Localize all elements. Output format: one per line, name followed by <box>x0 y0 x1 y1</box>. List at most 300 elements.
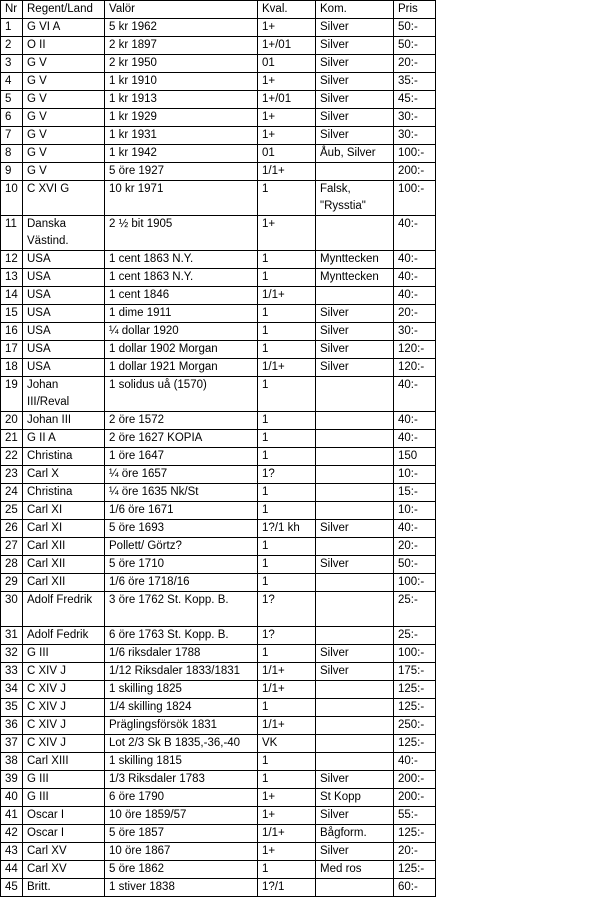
cell-regent-land: Carl XV <box>23 843 105 861</box>
cell-regent-land: Carl XII <box>23 574 105 592</box>
cell-valor: 2 ½ bit 1905 <box>105 216 258 251</box>
cell-valor: 5 öre 1857 <box>105 825 258 843</box>
cell-kval: 1?/1 kh <box>258 520 316 538</box>
cell-pris: 120:- <box>394 341 436 359</box>
cell-regent-land: C XVI G <box>23 181 105 216</box>
cell-kom <box>316 448 394 466</box>
cell-kom: Silver <box>316 771 394 789</box>
cell-pris: 40:- <box>394 251 436 269</box>
cell-pris: 20:- <box>394 305 436 323</box>
cell-nr: 7 <box>1 127 23 145</box>
cell-kval: 01 <box>258 145 316 163</box>
cell-nr: 37 <box>1 735 23 753</box>
cell-pris: 30:- <box>394 109 436 127</box>
cell-regent-land: Christina <box>23 484 105 502</box>
cell-pris: 25:- <box>394 592 436 627</box>
cell-pris: 50:- <box>394 37 436 55</box>
cell-kval: 1+ <box>258 807 316 825</box>
table-row <box>1 574 436 592</box>
cell-valor: 5 öre 1927 <box>105 163 258 181</box>
cell-regent-land: USA <box>23 269 105 287</box>
cell-valor: 1/3 Riksdaler 1783 <box>105 771 258 789</box>
cell-valor: 1 kr 1942 <box>105 145 258 163</box>
cell-regent-land: Carl XI <box>23 502 105 520</box>
cell-nr: 25 <box>1 502 23 520</box>
cell-regent-land: C XIV J <box>23 663 105 681</box>
cell-kom: Silver <box>316 19 394 37</box>
cell-valor: 1 kr 1931 <box>105 127 258 145</box>
cell-valor: 2 öre 1572 <box>105 412 258 430</box>
cell-kval: 1 <box>258 181 316 216</box>
table-row <box>1 181 436 216</box>
cell-kom: Silver <box>316 323 394 341</box>
cell-kval: 1 <box>258 502 316 520</box>
table-row <box>1 466 436 484</box>
cell-kom: Silver <box>316 663 394 681</box>
cell-nr: 8 <box>1 145 23 163</box>
table-row <box>1 377 436 412</box>
table-row <box>1 145 436 163</box>
cell-nr: 36 <box>1 717 23 735</box>
cell-valor: 3 öre 1762 St. Kopp. B. <box>105 592 258 627</box>
cell-valor: 1/6 riksdaler 1788 <box>105 645 258 663</box>
cell-nr: 29 <box>1 574 23 592</box>
cell-kom: Bågform. <box>316 825 394 843</box>
cell-nr: 16 <box>1 323 23 341</box>
cell-pris: 50:- <box>394 556 436 574</box>
cell-kval: 1 <box>258 377 316 412</box>
table-row <box>1 627 436 645</box>
cell-regent-land: Adolf Fedrik <box>23 627 105 645</box>
cell-pris: 45:- <box>394 91 436 109</box>
cell-regent-land: G V <box>23 109 105 127</box>
table-row <box>1 825 436 843</box>
cell-nr: 45 <box>1 879 23 897</box>
cell-valor: ¼ öre 1657 <box>105 466 258 484</box>
header-kom: Kom. <box>316 1 394 19</box>
table-row <box>1 341 436 359</box>
table-row <box>1 717 436 735</box>
cell-valor: 1 dime 1911 <box>105 305 258 323</box>
cell-nr: 33 <box>1 663 23 681</box>
cell-nr: 40 <box>1 789 23 807</box>
cell-regent-land: G V <box>23 163 105 181</box>
cell-pris: 150 <box>394 448 436 466</box>
cell-valor: 5 öre 1862 <box>105 861 258 879</box>
table-row <box>1 251 436 269</box>
table-row <box>1 91 436 109</box>
cell-pris: 20:- <box>394 538 436 556</box>
table-row <box>1 269 436 287</box>
table-row <box>1 538 436 556</box>
table-row <box>1 127 436 145</box>
cell-nr: 1 <box>1 19 23 37</box>
cell-nr: 24 <box>1 484 23 502</box>
cell-pris: 10:- <box>394 502 436 520</box>
cell-regent-land: G V <box>23 145 105 163</box>
cell-valor: 2 öre 1627 KOPIA <box>105 430 258 448</box>
table-row <box>1 663 436 681</box>
table-row <box>1 55 436 73</box>
cell-kval: 1 <box>258 430 316 448</box>
cell-kval: 1 <box>258 574 316 592</box>
cell-pris: 120:- <box>394 359 436 377</box>
cell-valor: ¼ dollar 1920 <box>105 323 258 341</box>
cell-kom: Silver <box>316 645 394 663</box>
cell-pris: 20:- <box>394 843 436 861</box>
table-row <box>1 37 436 55</box>
cell-kval: 1 <box>258 269 316 287</box>
cell-nr: 3 <box>1 55 23 73</box>
cell-valor: 1 öre 1647 <box>105 448 258 466</box>
cell-regent-land: Carl XII <box>23 556 105 574</box>
cell-regent-land: USA <box>23 305 105 323</box>
cell-kval: 1+ <box>258 216 316 251</box>
cell-kval: 1? <box>258 592 316 627</box>
cell-nr: 10 <box>1 181 23 216</box>
cell-kom: Silver <box>316 807 394 825</box>
cell-regent-land: G V <box>23 73 105 91</box>
cell-pris: 40:- <box>394 216 436 251</box>
cell-kom: Silver <box>316 109 394 127</box>
cell-regent-land: USA <box>23 251 105 269</box>
cell-regent-land: G V <box>23 127 105 145</box>
cell-regent-land: Adolf Fredrik <box>23 592 105 627</box>
cell-pris: 100:- <box>394 181 436 216</box>
cell-kval: 1/1+ <box>258 359 316 377</box>
cell-nr: 27 <box>1 538 23 556</box>
cell-nr: 35 <box>1 699 23 717</box>
cell-kom: Falsk, "Rysstia" <box>316 181 394 216</box>
cell-nr: 13 <box>1 269 23 287</box>
cell-pris: 40:- <box>394 412 436 430</box>
cell-pris: 200:- <box>394 163 436 181</box>
table-row <box>1 789 436 807</box>
cell-valor: 2 kr 1897 <box>105 37 258 55</box>
cell-kom <box>316 430 394 448</box>
cell-regent-land: Carl X <box>23 466 105 484</box>
cell-kom: Silver <box>316 341 394 359</box>
cell-kval: VK <box>258 735 316 753</box>
cell-kval: 1/1+ <box>258 287 316 305</box>
cell-kom: Silver <box>316 556 394 574</box>
cell-regent-land: USA <box>23 341 105 359</box>
cell-kval: 1+ <box>258 843 316 861</box>
cell-valor: 1 cent 1863 N.Y. <box>105 251 258 269</box>
cell-pris: 175:- <box>394 663 436 681</box>
table-row <box>1 771 436 789</box>
cell-kom: St Kopp <box>316 789 394 807</box>
cell-kom <box>316 735 394 753</box>
cell-valor: 1/6 öre 1718/16 <box>105 574 258 592</box>
cell-valor: 6 öre 1763 St. Kopp. B. <box>105 627 258 645</box>
table-row <box>1 19 436 37</box>
cell-valor: 1 dollar 1921 Morgan <box>105 359 258 377</box>
table-row <box>1 359 436 377</box>
cell-nr: 20 <box>1 412 23 430</box>
table-row <box>1 520 436 538</box>
cell-valor: 1 solidus uå (1570) <box>105 377 258 412</box>
cell-kom <box>316 377 394 412</box>
table-row <box>1 861 436 879</box>
header-row <box>1 1 436 19</box>
cell-nr: 12 <box>1 251 23 269</box>
cell-pris: 125:- <box>394 735 436 753</box>
table-row <box>1 109 436 127</box>
cell-kom <box>316 574 394 592</box>
cell-kom <box>316 681 394 699</box>
cell-kval: 1 <box>258 484 316 502</box>
cell-nr: 39 <box>1 771 23 789</box>
table-row <box>1 73 436 91</box>
cell-regent-land: G V <box>23 55 105 73</box>
cell-nr: 5 <box>1 91 23 109</box>
table-row <box>1 807 436 825</box>
cell-pris: 10:- <box>394 466 436 484</box>
cell-nr: 26 <box>1 520 23 538</box>
cell-nr: 2 <box>1 37 23 55</box>
cell-regent-land: USA <box>23 359 105 377</box>
cell-kom <box>316 287 394 305</box>
table-row <box>1 699 436 717</box>
cell-kval: 1+ <box>258 109 316 127</box>
cell-valor: 2 kr 1950 <box>105 55 258 73</box>
cell-kom: Silver <box>316 305 394 323</box>
table-row <box>1 556 436 574</box>
cell-regent-land: G III <box>23 645 105 663</box>
cell-nr: 21 <box>1 430 23 448</box>
cell-nr: 38 <box>1 753 23 771</box>
cell-valor: 1 dollar 1902 Morgan <box>105 341 258 359</box>
cell-kom <box>316 484 394 502</box>
cell-regent-land: C XIV J <box>23 735 105 753</box>
cell-nr: 23 <box>1 466 23 484</box>
cell-kom: Åub, Silver <box>316 145 394 163</box>
cell-pris: 30:- <box>394 127 436 145</box>
cell-pris: 35:- <box>394 73 436 91</box>
cell-kval: 1/1+ <box>258 663 316 681</box>
cell-kval: 1+ <box>258 19 316 37</box>
header-nr: Nr <box>1 1 23 19</box>
cell-kom <box>316 699 394 717</box>
cell-valor: 5 öre 1710 <box>105 556 258 574</box>
cell-pris: 100:- <box>394 574 436 592</box>
cell-regent-land: G III <box>23 771 105 789</box>
cell-valor: 10 öre 1867 <box>105 843 258 861</box>
table-row <box>1 323 436 341</box>
table-row <box>1 305 436 323</box>
table-row <box>1 430 436 448</box>
cell-nr: 30 <box>1 592 23 627</box>
cell-regent-land: G II A <box>23 430 105 448</box>
cell-pris: 40:- <box>394 287 436 305</box>
cell-regent-land: Danska Västind. <box>23 216 105 251</box>
cell-valor: 1 kr 1910 <box>105 73 258 91</box>
cell-pris: 100:- <box>394 645 436 663</box>
cell-kom: Med ros <box>316 861 394 879</box>
cell-nr: 14 <box>1 287 23 305</box>
cell-kval: 1/1+ <box>258 163 316 181</box>
cell-pris: 250:- <box>394 717 436 735</box>
cell-regent-land: G III <box>23 789 105 807</box>
table-row <box>1 484 436 502</box>
cell-valor: 1 cent 1846 <box>105 287 258 305</box>
cell-nr: 11 <box>1 216 23 251</box>
cell-kval: 1+/01 <box>258 37 316 55</box>
cell-kval: 1/1+ <box>258 717 316 735</box>
cell-nr: 43 <box>1 843 23 861</box>
cell-kval: 1? <box>258 627 316 645</box>
cell-kom: Silver <box>316 127 394 145</box>
cell-valor: 1 skilling 1815 <box>105 753 258 771</box>
cell-valor: 1 kr 1929 <box>105 109 258 127</box>
cell-nr: 34 <box>1 681 23 699</box>
table-row <box>1 502 436 520</box>
cell-regent-land: Carl XII <box>23 538 105 556</box>
cell-valor: 1/4 skilling 1824 <box>105 699 258 717</box>
cell-pris: 60:- <box>394 879 436 897</box>
cell-valor: Präglingsförsök 1831 <box>105 717 258 735</box>
table-row <box>1 412 436 430</box>
cell-kom: Silver <box>316 55 394 73</box>
cell-nr: 42 <box>1 825 23 843</box>
cell-kval: 1+ <box>258 789 316 807</box>
header-kval: Kval. <box>258 1 316 19</box>
cell-kom <box>316 627 394 645</box>
cell-nr: 6 <box>1 109 23 127</box>
cell-pris: 125:- <box>394 681 436 699</box>
header-pris: Pris <box>394 1 436 19</box>
cell-kom: Silver <box>316 91 394 109</box>
table-row <box>1 448 436 466</box>
cell-regent-land: Carl XIII <box>23 753 105 771</box>
cell-valor: 5 öre 1693 <box>105 520 258 538</box>
cell-kom: Silver <box>316 843 394 861</box>
cell-pris: 125:- <box>394 861 436 879</box>
cell-valor: 1 cent 1863 N.Y. <box>105 269 258 287</box>
cell-regent-land: Carl XI <box>23 520 105 538</box>
cell-kval: 1 <box>258 645 316 663</box>
cell-kval: 1 <box>258 556 316 574</box>
cell-regent-land: C XIV J <box>23 717 105 735</box>
cell-pris: 30:- <box>394 323 436 341</box>
cell-pris: 40:- <box>394 753 436 771</box>
cell-pris: 20:- <box>394 55 436 73</box>
cell-kval: 1? <box>258 466 316 484</box>
cell-valor: 10 öre 1859/57 <box>105 807 258 825</box>
cell-pris: 55:- <box>394 807 436 825</box>
cell-nr: 31 <box>1 627 23 645</box>
cell-nr: 28 <box>1 556 23 574</box>
cell-kom: Mynttecken <box>316 251 394 269</box>
cell-regent-land: Britt. <box>23 879 105 897</box>
cell-nr: 44 <box>1 861 23 879</box>
cell-kval: 1/1+ <box>258 681 316 699</box>
cell-kom <box>316 412 394 430</box>
table-body <box>1 19 436 897</box>
cell-valor: 1/6 öre 1671 <box>105 502 258 520</box>
cell-kom <box>316 216 394 251</box>
cell-regent-land: C XIV J <box>23 681 105 699</box>
cell-valor: 1 stiver 1838 <box>105 879 258 897</box>
cell-kom <box>316 502 394 520</box>
cell-pris: 100:- <box>394 145 436 163</box>
table-row <box>1 287 436 305</box>
cell-regent-land: Oscar I <box>23 825 105 843</box>
cell-kval: 1+ <box>258 127 316 145</box>
cell-kom <box>316 466 394 484</box>
cell-kom <box>316 592 394 627</box>
cell-nr: 9 <box>1 163 23 181</box>
cell-kval: 1 <box>258 699 316 717</box>
cell-kom: Silver <box>316 73 394 91</box>
cell-kval: 1?/1 <box>258 879 316 897</box>
cell-regent-land: Carl XV <box>23 861 105 879</box>
cell-kval: 1 <box>258 323 316 341</box>
cell-regent-land: USA <box>23 287 105 305</box>
cell-regent-land: O II <box>23 37 105 55</box>
cell-valor: 1 kr 1913 <box>105 91 258 109</box>
cell-valor: Pollett/ Görtz? <box>105 538 258 556</box>
cell-kom <box>316 717 394 735</box>
cell-kom: Mynttecken <box>316 269 394 287</box>
cell-kval: 1+ <box>258 73 316 91</box>
cell-nr: 41 <box>1 807 23 825</box>
cell-kval: 1 <box>258 305 316 323</box>
cell-valor: 6 öre 1790 <box>105 789 258 807</box>
cell-kval: 1 <box>258 753 316 771</box>
cell-pris: 15:- <box>394 484 436 502</box>
cell-valor: 10 kr 1971 <box>105 181 258 216</box>
cell-regent-land: Oscar I <box>23 807 105 825</box>
cell-nr: 32 <box>1 645 23 663</box>
cell-regent-land: USA <box>23 323 105 341</box>
cell-regent-land: G VI A <box>23 19 105 37</box>
cell-pris: 200:- <box>394 789 436 807</box>
table-row <box>1 216 436 251</box>
table-row <box>1 592 436 627</box>
cell-regent-land: G V <box>23 91 105 109</box>
cell-nr: 19 <box>1 377 23 412</box>
cell-kval: 1+/01 <box>258 91 316 109</box>
cell-pris: 200:- <box>394 771 436 789</box>
header-regent-land: Regent/Land <box>23 1 105 19</box>
cell-kom: Silver <box>316 359 394 377</box>
cell-kval: 1 <box>258 341 316 359</box>
cell-valor: 1 skilling 1825 <box>105 681 258 699</box>
cell-kval: 1 <box>258 251 316 269</box>
table-row <box>1 163 436 181</box>
cell-kval: 1 <box>258 771 316 789</box>
table-row <box>1 645 436 663</box>
cell-pris: 50:- <box>394 19 436 37</box>
cell-nr: 18 <box>1 359 23 377</box>
cell-valor: Lot 2/3 Sk B 1835,-36,-40 <box>105 735 258 753</box>
cell-regent-land: Johan III <box>23 412 105 430</box>
cell-pris: 40:- <box>394 377 436 412</box>
cell-kval: 1/1+ <box>258 825 316 843</box>
cell-kom: Silver <box>316 520 394 538</box>
cell-pris: 25:- <box>394 627 436 645</box>
cell-kval: 01 <box>258 55 316 73</box>
cell-kom <box>316 753 394 771</box>
table-row <box>1 681 436 699</box>
header-valor: Valör <box>105 1 258 19</box>
table-row <box>1 843 436 861</box>
cell-nr: 22 <box>1 448 23 466</box>
cell-valor: 1/12 Riksdaler 1833/1831 <box>105 663 258 681</box>
cell-nr: 17 <box>1 341 23 359</box>
